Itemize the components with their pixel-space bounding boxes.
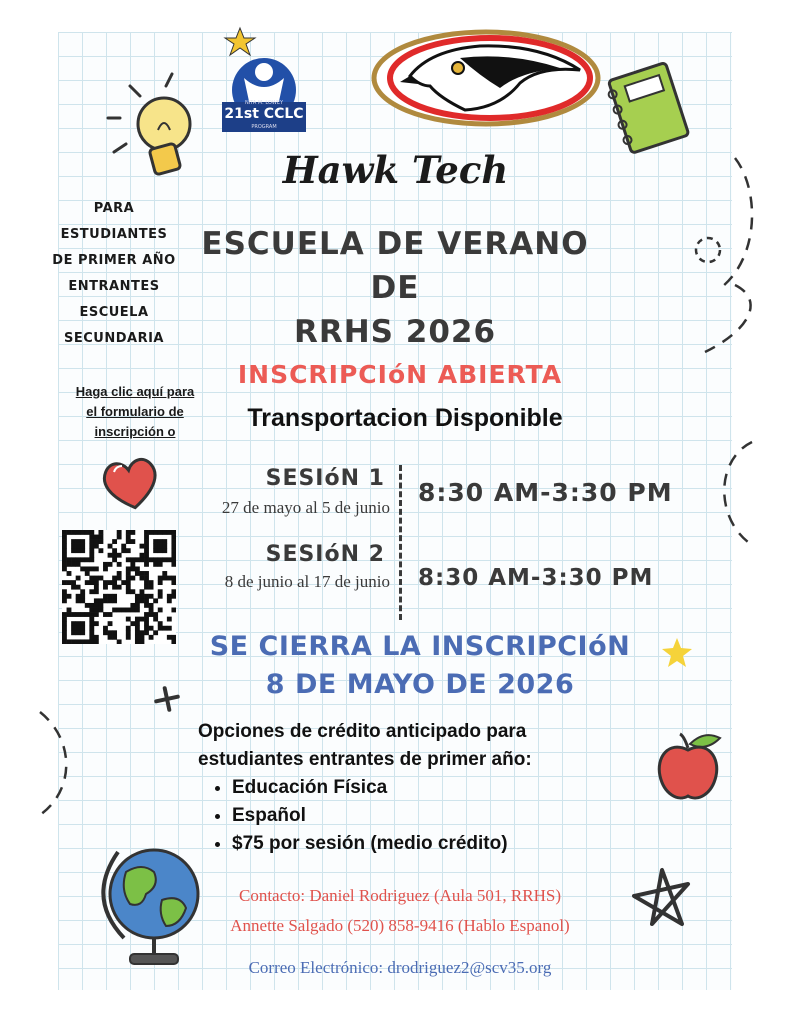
- registration-form-link[interactable]: [60, 382, 210, 442]
- main-heading: [180, 222, 610, 354]
- audience-line: PARA: [93, 201, 135, 216]
- notebook-icon: [600, 56, 696, 156]
- registration-close-date: 8 DE MAYO DE 2026: [265, 669, 575, 700]
- cclc-logo-program: PROGRAM: [251, 124, 277, 130]
- audience-line: DE PRIMER AÑO: [52, 253, 176, 268]
- audience-line: ENTRANTES: [68, 279, 160, 294]
- qr-code[interactable]: [62, 530, 176, 644]
- page-title: Hawk Tech: [282, 148, 509, 192]
- audience-text: [44, 196, 184, 352]
- registration-close-heading: [200, 628, 640, 704]
- audience-line: ESTUDIANTES: [60, 227, 168, 242]
- registration-close-line1: SE CIERRA LA INSCRIPCIóN: [209, 631, 631, 662]
- plus-icon: [152, 684, 182, 714]
- credit-options: [198, 718, 618, 858]
- cclc-logo-text: 21st CCLC: [224, 106, 304, 122]
- heart-icon: [100, 454, 162, 514]
- registration-open-heading: INSCRIPCIóN ABIERTA: [237, 360, 563, 389]
- audience-line: SECUNDARIA: [64, 331, 164, 346]
- registration-link-line[interactable]: el formulario de: [86, 404, 184, 419]
- contact-line1: Contacto: Daniel Rodriguez (Aula 501, RRHS): [238, 886, 561, 905]
- audience-line: ESCUELA: [79, 305, 149, 320]
- session1-label: SESIóN 1: [265, 466, 385, 491]
- cclc-logo-sub: NITA M. LOWEY: [244, 100, 284, 106]
- session2-label: SESIóN 2: [265, 542, 385, 567]
- cclc-logo: [222, 26, 306, 132]
- registration-link-line[interactable]: Haga clic aquí para: [75, 384, 195, 399]
- hawk-logo: [370, 28, 602, 128]
- credit-item: • $75 por sesión (medio crédito): [232, 830, 618, 858]
- main-heading-line2: RRHS 2026: [293, 314, 497, 350]
- credit-list: [198, 774, 618, 858]
- session1-time: 8:30 AM-3:30 PM: [418, 478, 673, 507]
- credit-item: • Español: [232, 802, 618, 830]
- session1-dates: 27 de mayo al 5 de junio: [221, 498, 390, 517]
- apple-icon: [654, 730, 730, 804]
- credit-item: • Educación Física: [232, 774, 618, 802]
- credit-intro-line2: estudiantes entrantes de primer año:: [198, 749, 532, 770]
- session2-dates: 8 de junio al 17 de junio: [224, 572, 390, 591]
- main-heading-line1: ESCUELA DE VERANO DE: [201, 226, 589, 306]
- registration-link-line[interactable]: inscripción o: [94, 424, 176, 439]
- session2-time: 8:30 AM-3:30 PM: [418, 565, 654, 591]
- star-icon: [660, 636, 694, 670]
- transportation-text: Transportacion Disponible: [247, 404, 563, 432]
- session-divider: [399, 465, 402, 620]
- contact-email[interactable]: Correo Electrónico: drodriguez2@scv35.org: [248, 958, 552, 977]
- contact-line2: Annette Salgado (520) 858-9416 (Hablo Espanol): [230, 916, 570, 935]
- credit-intro-line1: Opciones de crédito anticipado para: [198, 721, 527, 742]
